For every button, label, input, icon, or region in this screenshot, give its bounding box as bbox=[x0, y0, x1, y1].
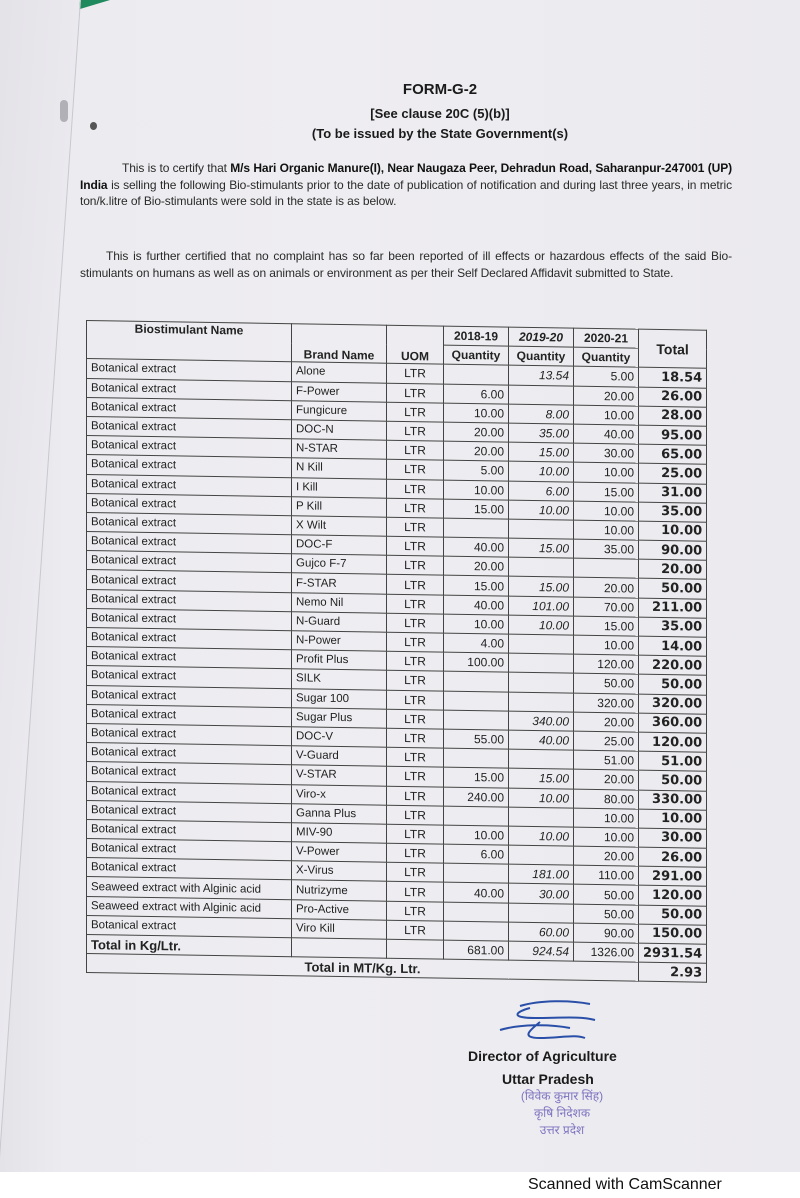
cell-uom: LTR bbox=[387, 555, 444, 575]
cell-brand-name: MIV-90 bbox=[292, 823, 387, 844]
cell-brand-name: P Kill bbox=[292, 496, 387, 517]
cell-qty-2019-20: 6.00 bbox=[509, 481, 574, 501]
company-name: M/s Hari Organic Manure(I), Near Naugaza Peer, Dehradun Road, Saharanpur-247001 (UP) India bbox=[80, 161, 732, 192]
cell-qty-2020-21: 15.00 bbox=[574, 482, 639, 502]
cell-qty-2020-21: 30.00 bbox=[574, 443, 639, 463]
cell-brand-name: Gujco F-7 bbox=[292, 554, 387, 575]
cell-biostimulant-name: Botanical extract bbox=[87, 723, 292, 745]
p1-start: This is to certify that bbox=[122, 161, 231, 175]
cell-qty-2019-20 bbox=[509, 903, 574, 923]
cell-qty-2018-19: 5.00 bbox=[444, 460, 509, 480]
total-mt-label: Total in MT/Kg. Ltr. bbox=[87, 954, 639, 982]
form-clause: [See clause 20C (5)(b)] bbox=[370, 106, 510, 121]
cell-total: 90.00 bbox=[639, 540, 707, 560]
cell-qty-2019-20: 181.00 bbox=[509, 864, 574, 884]
cell-biostimulant-name: Botanical extract bbox=[87, 512, 292, 534]
form-title: FORM-G-2 bbox=[402, 81, 478, 98]
cell-qty-2019-20: 15.00 bbox=[509, 577, 574, 597]
cell-qty-2020-21 bbox=[574, 558, 639, 578]
cell-qty-2018-19: 40.00 bbox=[444, 883, 509, 903]
cell-biostimulant-name: Botanical extract bbox=[87, 474, 292, 496]
cell-qty-2018-19 bbox=[444, 748, 509, 768]
cell-biostimulant-name: Botanical extract bbox=[87, 378, 292, 400]
cell-uom: LTR bbox=[387, 421, 444, 441]
form-issued-by: (To be issued by the State Government(s) bbox=[311, 126, 569, 141]
cell-brand-name: X-Virus bbox=[292, 861, 387, 882]
cell-qty-2020-21: 50.00 bbox=[574, 904, 639, 924]
cell-qty-2019-20 bbox=[509, 519, 574, 539]
cell-uom: LTR bbox=[387, 671, 444, 691]
cell-uom: LTR bbox=[387, 767, 444, 787]
cell-brand-name: N Kill bbox=[292, 458, 387, 479]
cell-total: 50.00 bbox=[639, 675, 707, 695]
cell-qty-2018-19 bbox=[444, 518, 509, 538]
cell-biostimulant-name: Botanical extract bbox=[87, 608, 292, 630]
cell-qty-2019-20 bbox=[509, 653, 574, 673]
cell-qty-2020-21: 20.00 bbox=[574, 846, 639, 866]
cell-biostimulant-name: Botanical extract bbox=[87, 666, 292, 688]
cell-brand-name: Viro-x bbox=[292, 784, 387, 805]
biostimulant-table bbox=[86, 320, 707, 983]
cell-total: 50.00 bbox=[639, 770, 707, 790]
cell-qty-2019-20: 40.00 bbox=[509, 730, 574, 750]
stamp-line-2: कृषि निदेशक bbox=[533, 1106, 591, 1120]
cell-biostimulant-name: Botanical extract bbox=[87, 743, 292, 765]
cell-total: 120.00 bbox=[639, 886, 707, 906]
cell-brand-name: V-STAR bbox=[292, 765, 387, 786]
cell-qty-2020-21: 110.00 bbox=[574, 865, 639, 885]
cell-qty-2018-19: 10.00 bbox=[444, 825, 509, 845]
page-fold-edge bbox=[0, 0, 81, 1172]
cell-qty-2019-20: 101.00 bbox=[509, 596, 574, 616]
cell-qty-2019-20 bbox=[509, 385, 574, 405]
cell-biostimulant-name: Botanical extract bbox=[87, 628, 292, 650]
cell-biostimulant-name: Botanical extract bbox=[87, 858, 292, 880]
cell-brand-name: F-Power bbox=[292, 381, 387, 402]
total-kg-grand: 2931.54 bbox=[639, 943, 707, 963]
cell-qty-2018-19: 10.00 bbox=[444, 614, 509, 634]
cell-total: 10.00 bbox=[639, 521, 707, 541]
cell-qty-2020-21: 10.00 bbox=[574, 827, 639, 847]
cell-brand-name: F-STAR bbox=[292, 573, 387, 594]
signature-scribble bbox=[490, 998, 610, 1046]
cell-brand-name: DOC-F bbox=[292, 535, 387, 556]
empty-cell bbox=[292, 938, 387, 959]
cell-biostimulant-name: Botanical extract bbox=[87, 493, 292, 515]
cell-total: 51.00 bbox=[639, 751, 707, 771]
cell-qty-2019-20: 10.00 bbox=[509, 461, 574, 481]
cell-qty-2019-20: 340.00 bbox=[509, 711, 574, 731]
cell-brand-name: Sugar Plus bbox=[292, 707, 387, 728]
cell-qty-2019-20: 15.00 bbox=[509, 538, 574, 558]
header-year-2: 2019-20 bbox=[509, 327, 574, 347]
cell-qty-2019-20: 15.00 bbox=[509, 442, 574, 462]
no-complaint-paragraph: This is further certified that no complaint has so far been reported of ill effects or hazardous effects of the said Bio-stimulants on humans as well as on animals or environment as per their Self Declared Affidavit submitted to State. bbox=[80, 249, 732, 280]
cell-qty-2019-20: 13.54 bbox=[509, 366, 574, 386]
cell-qty-2018-19: 10.00 bbox=[444, 403, 509, 423]
cell-total: 95.00 bbox=[639, 425, 707, 445]
cell-qty-2020-21: 10.00 bbox=[574, 520, 639, 540]
cell-qty-2018-19 bbox=[444, 921, 509, 941]
cell-uom: LTR bbox=[387, 536, 444, 556]
cell-qty-2018-19: 40.00 bbox=[444, 537, 509, 557]
cell-biostimulant-name: Botanical extract bbox=[87, 570, 292, 592]
cell-total: 14.00 bbox=[639, 636, 707, 656]
cell-biostimulant-name: Botanical extract bbox=[87, 647, 292, 669]
cell-qty-2018-19 bbox=[444, 691, 509, 711]
cell-brand-name: V-Power bbox=[292, 842, 387, 863]
cell-qty-2020-21: 10.00 bbox=[574, 501, 639, 521]
header-quantity-1: Quantity bbox=[444, 345, 509, 365]
cell-qty-2018-19: 100.00 bbox=[444, 652, 509, 672]
header-total: Total bbox=[639, 329, 707, 368]
cell-qty-2019-20: 10.00 bbox=[509, 826, 574, 846]
cell-qty-2018-19 bbox=[444, 364, 509, 384]
cell-biostimulant-name: Botanical extract bbox=[87, 819, 292, 841]
cell-qty-2019-20 bbox=[509, 692, 574, 712]
cell-qty-2020-21: 90.00 bbox=[574, 923, 639, 943]
stamp-line-3: उत्तर प्रदेश bbox=[539, 1123, 585, 1137]
cell-biostimulant-name: Botanical extract bbox=[87, 397, 292, 419]
cell-biostimulant-name: Botanical extract bbox=[87, 685, 292, 707]
cell-total: 28.00 bbox=[639, 406, 707, 426]
cell-qty-2019-20 bbox=[509, 845, 574, 865]
cell-total: 211.00 bbox=[639, 598, 707, 618]
cell-biostimulant-name: Botanical extract bbox=[87, 532, 292, 554]
cell-biostimulant-name: Botanical extract bbox=[87, 455, 292, 477]
cell-total: 65.00 bbox=[639, 444, 707, 464]
cell-uom: LTR bbox=[387, 383, 444, 403]
cell-total: 330.00 bbox=[639, 790, 707, 810]
cell-uom: LTR bbox=[387, 843, 444, 863]
stamp-line-1: (विवेक कुमार सिंह) bbox=[520, 1089, 604, 1103]
cell-biostimulant-name: Botanical extract bbox=[87, 436, 292, 458]
cell-total: 120.00 bbox=[639, 732, 707, 752]
signatory-state: Uttar Pradesh bbox=[502, 1071, 594, 1087]
cell-brand-name: X Wilt bbox=[292, 516, 387, 537]
cell-brand-name: Alone bbox=[292, 362, 387, 383]
cell-qty-2020-21: 20.00 bbox=[574, 769, 639, 789]
cell-qty-2020-21: 20.00 bbox=[574, 578, 639, 598]
cell-biostimulant-name: Botanical extract bbox=[87, 781, 292, 803]
cell-uom: LTR bbox=[387, 728, 444, 748]
cell-total: 18.54 bbox=[639, 368, 707, 388]
cell-qty-2019-20: 35.00 bbox=[509, 423, 574, 443]
cell-qty-2018-19: 4.00 bbox=[444, 633, 509, 653]
cell-uom: LTR bbox=[387, 402, 444, 422]
cell-total: 360.00 bbox=[639, 713, 707, 733]
cell-qty-2019-20 bbox=[509, 749, 574, 769]
cell-qty-2020-21: 5.00 bbox=[574, 367, 639, 387]
cell-brand-name: Nutrizyme bbox=[292, 880, 387, 901]
cell-qty-2019-20: 10.00 bbox=[509, 615, 574, 635]
cell-qty-2018-19 bbox=[444, 806, 509, 826]
cell-qty-2019-20: 30.00 bbox=[509, 884, 574, 904]
cell-qty-2020-21: 15.00 bbox=[574, 616, 639, 636]
cell-biostimulant-name: Botanical extract bbox=[87, 762, 292, 784]
total-kg-2018-19: 681.00 bbox=[444, 940, 509, 960]
cell-uom: LTR bbox=[387, 920, 444, 940]
cell-biostimulant-name: Botanical extract bbox=[87, 589, 292, 611]
official-stamp bbox=[507, 1088, 617, 1139]
cell-brand-name: DOC-V bbox=[292, 727, 387, 748]
cell-qty-2020-21: 10.00 bbox=[574, 462, 639, 482]
cell-uom: LTR bbox=[387, 862, 444, 882]
cell-qty-2019-20 bbox=[509, 807, 574, 827]
header-year-3: 2020-21 bbox=[574, 328, 639, 348]
cell-brand-name: Ganna Plus bbox=[292, 803, 387, 824]
cell-qty-2018-19: 240.00 bbox=[444, 787, 509, 807]
cell-brand-name: Nemo Nil bbox=[292, 592, 387, 613]
header-quantity-3: Quantity bbox=[574, 347, 639, 367]
cell-total: 30.00 bbox=[639, 828, 707, 848]
cell-qty-2018-19: 15.00 bbox=[444, 767, 509, 787]
cell-total: 35.00 bbox=[639, 502, 707, 522]
header-name: Biostimulant Name bbox=[87, 321, 292, 363]
cell-biostimulant-name: Botanical extract bbox=[87, 704, 292, 726]
cell-qty-2018-19: 40.00 bbox=[444, 595, 509, 615]
cell-qty-2018-19: 15.00 bbox=[444, 576, 509, 596]
cell-uom: LTR bbox=[387, 690, 444, 710]
cell-uom: LTR bbox=[387, 882, 444, 902]
cell-qty-2019-20: 8.00 bbox=[509, 404, 574, 424]
cell-total: 20.00 bbox=[639, 559, 707, 579]
cell-uom: LTR bbox=[387, 498, 444, 518]
cell-uom: LTR bbox=[387, 517, 444, 537]
cell-total: 291.00 bbox=[639, 866, 707, 886]
cell-qty-2018-19 bbox=[444, 863, 509, 883]
p1-end: is selling the following Bio-stimulants prior to the date of publication of notification and during last three years, in metric ton/k.litre of Bio-stimulants were sold in the state is as below. bbox=[80, 177, 732, 208]
cell-qty-2020-21: 10.00 bbox=[574, 808, 639, 828]
signatory-designation: Director of Agriculture bbox=[468, 1048, 617, 1064]
total-kg-label: Total in Kg/Ltr. bbox=[87, 935, 292, 957]
cell-biostimulant-name: Botanical extract bbox=[87, 839, 292, 861]
cell-uom: LTR bbox=[387, 651, 444, 671]
header-year-1: 2018-19 bbox=[444, 326, 509, 346]
camscanner-footer: Scanned with CamScanner bbox=[528, 1176, 722, 1193]
cell-qty-2019-20 bbox=[509, 557, 574, 577]
cell-qty-2019-20: 15.00 bbox=[509, 768, 574, 788]
cell-total: 10.00 bbox=[639, 809, 707, 829]
cell-brand-name: N-STAR bbox=[292, 439, 387, 460]
cell-qty-2018-19: 20.00 bbox=[444, 422, 509, 442]
cell-brand-name: I Kill bbox=[292, 477, 387, 498]
header-uom: UOM bbox=[387, 325, 444, 364]
cell-qty-2020-21: 120.00 bbox=[574, 654, 639, 674]
cell-brand-name: N-Power bbox=[292, 631, 387, 652]
cell-biostimulant-name: Seaweed extract with Alginic acid bbox=[87, 877, 292, 899]
cell-uom: LTR bbox=[387, 594, 444, 614]
cell-biostimulant-name: Botanical extract bbox=[87, 551, 292, 573]
cell-biostimulant-name: Botanical extract bbox=[87, 915, 292, 937]
header-quantity-2: Quantity bbox=[509, 346, 574, 366]
empty-cell bbox=[387, 939, 444, 959]
cell-total: 31.00 bbox=[639, 483, 707, 503]
cell-qty-2018-19: 20.00 bbox=[444, 441, 509, 461]
cell-brand-name: N-Guard bbox=[292, 612, 387, 633]
cell-uom: LTR bbox=[387, 364, 444, 384]
cell-uom: LTR bbox=[387, 479, 444, 499]
cell-qty-2020-21: 50.00 bbox=[574, 674, 639, 694]
total-mt-value: 2.93 bbox=[639, 962, 707, 982]
cell-qty-2019-20: 60.00 bbox=[509, 922, 574, 942]
cell-qty-2018-19: 15.00 bbox=[444, 499, 509, 519]
cell-uom: LTR bbox=[387, 786, 444, 806]
cell-qty-2018-19 bbox=[444, 710, 509, 730]
cell-qty-2020-21: 40.00 bbox=[574, 424, 639, 444]
total-kg-2019-20: 924.54 bbox=[509, 941, 574, 961]
cell-qty-2019-20: 10.00 bbox=[509, 500, 574, 520]
cell-qty-2020-21: 20.00 bbox=[574, 386, 639, 406]
certification-paragraph bbox=[80, 160, 732, 210]
cell-uom: LTR bbox=[387, 613, 444, 633]
cell-total: 50.00 bbox=[639, 905, 707, 925]
cell-qty-2020-21: 80.00 bbox=[574, 789, 639, 809]
cell-uom: LTR bbox=[387, 901, 444, 921]
cell-brand-name: Sugar 100 bbox=[292, 688, 387, 709]
cell-uom: LTR bbox=[387, 632, 444, 652]
cell-total: 220.00 bbox=[639, 655, 707, 675]
cell-total: 26.00 bbox=[639, 387, 707, 407]
cell-qty-2020-21: 70.00 bbox=[574, 597, 639, 617]
cell-biostimulant-name: Botanical extract bbox=[87, 800, 292, 822]
cell-qty-2020-21: 20.00 bbox=[574, 712, 639, 732]
cell-uom: LTR bbox=[387, 575, 444, 595]
header-brand: Brand Name bbox=[292, 324, 387, 364]
cell-qty-2020-21: 50.00 bbox=[574, 885, 639, 905]
cell-qty-2020-21: 320.00 bbox=[574, 693, 639, 713]
cell-qty-2020-21: 35.00 bbox=[574, 539, 639, 559]
cell-qty-2018-19 bbox=[444, 902, 509, 922]
cell-brand-name: Viro Kill bbox=[292, 919, 387, 940]
total-kg-2020-21: 1326.00 bbox=[574, 942, 639, 962]
cell-total: 320.00 bbox=[639, 694, 707, 714]
cell-brand-name: SILK bbox=[292, 669, 387, 690]
cell-total: 35.00 bbox=[639, 617, 707, 637]
cell-qty-2020-21: 51.00 bbox=[574, 750, 639, 770]
cell-qty-2018-19: 6.00 bbox=[444, 384, 509, 404]
cell-brand-name: Pro-Active bbox=[292, 899, 387, 920]
cell-qty-2020-21: 10.00 bbox=[574, 635, 639, 655]
cell-qty-2018-19: 20.00 bbox=[444, 556, 509, 576]
cell-qty-2019-20 bbox=[509, 634, 574, 654]
cell-qty-2018-19 bbox=[444, 671, 509, 691]
cell-uom: LTR bbox=[387, 460, 444, 480]
cell-qty-2019-20: 10.00 bbox=[509, 788, 574, 808]
cell-uom: LTR bbox=[387, 440, 444, 460]
cell-biostimulant-name: Botanical extract bbox=[87, 359, 292, 381]
cell-qty-2020-21: 25.00 bbox=[574, 731, 639, 751]
cell-qty-2018-19: 6.00 bbox=[444, 844, 509, 864]
cell-qty-2020-21: 10.00 bbox=[574, 405, 639, 425]
cell-uom: LTR bbox=[387, 709, 444, 729]
cell-total: 150.00 bbox=[639, 924, 707, 944]
cell-qty-2018-19: 10.00 bbox=[444, 480, 509, 500]
cell-uom: LTR bbox=[387, 805, 444, 825]
cell-brand-name: Profit Plus bbox=[292, 650, 387, 671]
cell-qty-2018-19: 55.00 bbox=[444, 729, 509, 749]
cell-total: 50.00 bbox=[639, 579, 707, 599]
cell-qty-2019-20 bbox=[509, 673, 574, 693]
cell-biostimulant-name: Botanical extract bbox=[87, 416, 292, 438]
cell-total: 26.00 bbox=[639, 847, 707, 867]
cell-brand-name: V-Guard bbox=[292, 746, 387, 767]
cell-brand-name: DOC-N bbox=[292, 420, 387, 441]
cell-biostimulant-name: Seaweed extract with Alginic acid bbox=[87, 896, 292, 918]
cell-uom: LTR bbox=[387, 824, 444, 844]
cell-total: 25.00 bbox=[639, 463, 707, 483]
cell-brand-name: Fungicure bbox=[292, 400, 387, 421]
cell-uom: LTR bbox=[387, 747, 444, 767]
